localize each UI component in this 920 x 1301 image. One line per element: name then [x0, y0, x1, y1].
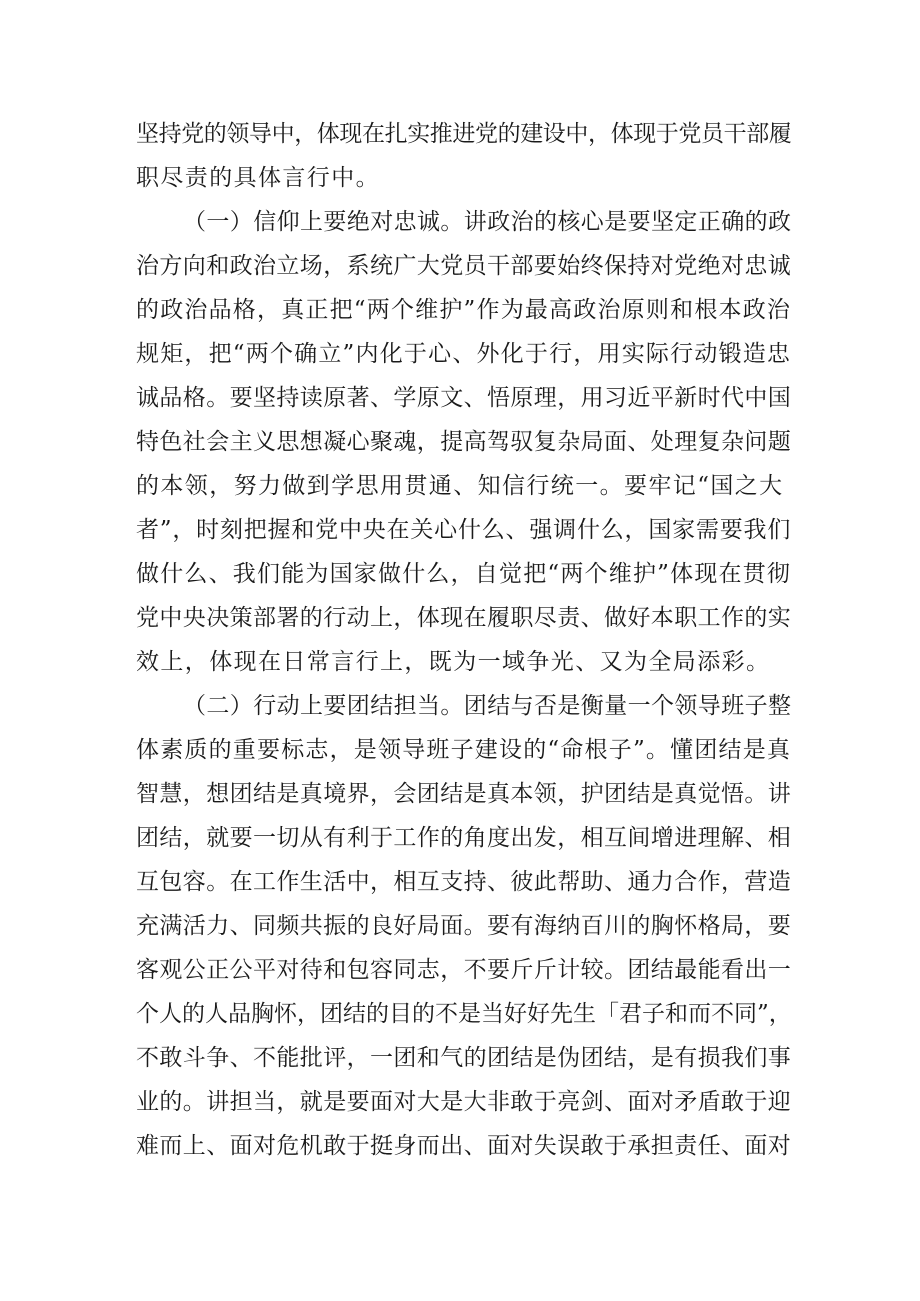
text-line: 诚品格。要坚持读原著、学原文、悟原理，用习近平新时代中国: [136, 385, 792, 411]
text-line: 效上，体现在日常言行上，既为一域争光、又为全局添彩。: [136, 649, 771, 675]
paragraph-heading-line: （二）行动上要团结担当。团结与否是衡量一个领导班子整: [183, 693, 792, 719]
text-line: 客观公正公平对待和包容同志，不要斤斤计较。团结最能看出一: [136, 957, 792, 983]
paragraph-heading-line: （一）信仰上要绝对忠诚。讲政治的核心是要坚定正确的政: [183, 209, 792, 235]
text-line: 特色社会主义思想凝心聚魂，提高驾驭复杂局面、处理复杂问题: [136, 429, 792, 455]
text-line: 个人的人品胸怀，团结的目的不是当好好先生「君子和而不同”，: [136, 1001, 792, 1027]
text-line: 体素质的重要标志，是领导班子建设的“命根子”。懂团结是真: [136, 737, 792, 763]
text-line: 党中央决策部署的行动上，体现在履职尽责、做好本职工作的实: [136, 605, 792, 631]
text-line: 团结，就要一切从有利于工作的角度出发，相互间增进理解、相: [136, 825, 792, 851]
text-line: 互包容。在工作生活中，相互支持、彼此帮助、通力合作，营造: [136, 869, 792, 895]
text-line: 职尽责的具体言行中。: [136, 165, 380, 191]
text-line: 者”，时刻把握和党中央在关心什么、强调什么，国家需要我们: [136, 517, 792, 543]
text-line: 业的。讲担当，就是要面对大是大非敢于亮剑、面对矛盾敢于迎: [136, 1089, 792, 1115]
text-line: 规矩，把“两个确立”内化于心、外化于行，用实际行动锻造忠: [136, 341, 792, 367]
text-line: 难而上、面对危机敢于挺身而出、面对失误敢于承担责任、面对: [136, 1133, 792, 1159]
text-line: 充满活力、同频共振的良好局面。要有海纳百川的胸怀格局，要: [136, 913, 792, 939]
text-line: 智慧，想团结是真境界，会团结是真本领，护团结是真觉悟。讲: [136, 781, 792, 807]
text-line: 的本领，努力做到学思用贯通、知信行统一。要牢记“国之大: [136, 473, 784, 499]
text-line: 的政治品格，真正把“两个维护”作为最高政治原则和根本政治: [136, 297, 792, 323]
text-line: 做什么、我们能为国家做什么，自觉把“两个维护”体现在贯彻: [136, 561, 792, 587]
text-line: 治方向和政治立场，系统广大党员干部要始终保持对党绝对忠诚: [136, 253, 792, 279]
text-line: 不敢斗争、不能批评，一团和气的团结是伪团结，是有损我们事: [136, 1045, 792, 1071]
text-line: 坚持党的领导中，体现在扎实推进党的建设中，体现于党员干部履: [136, 121, 792, 147]
